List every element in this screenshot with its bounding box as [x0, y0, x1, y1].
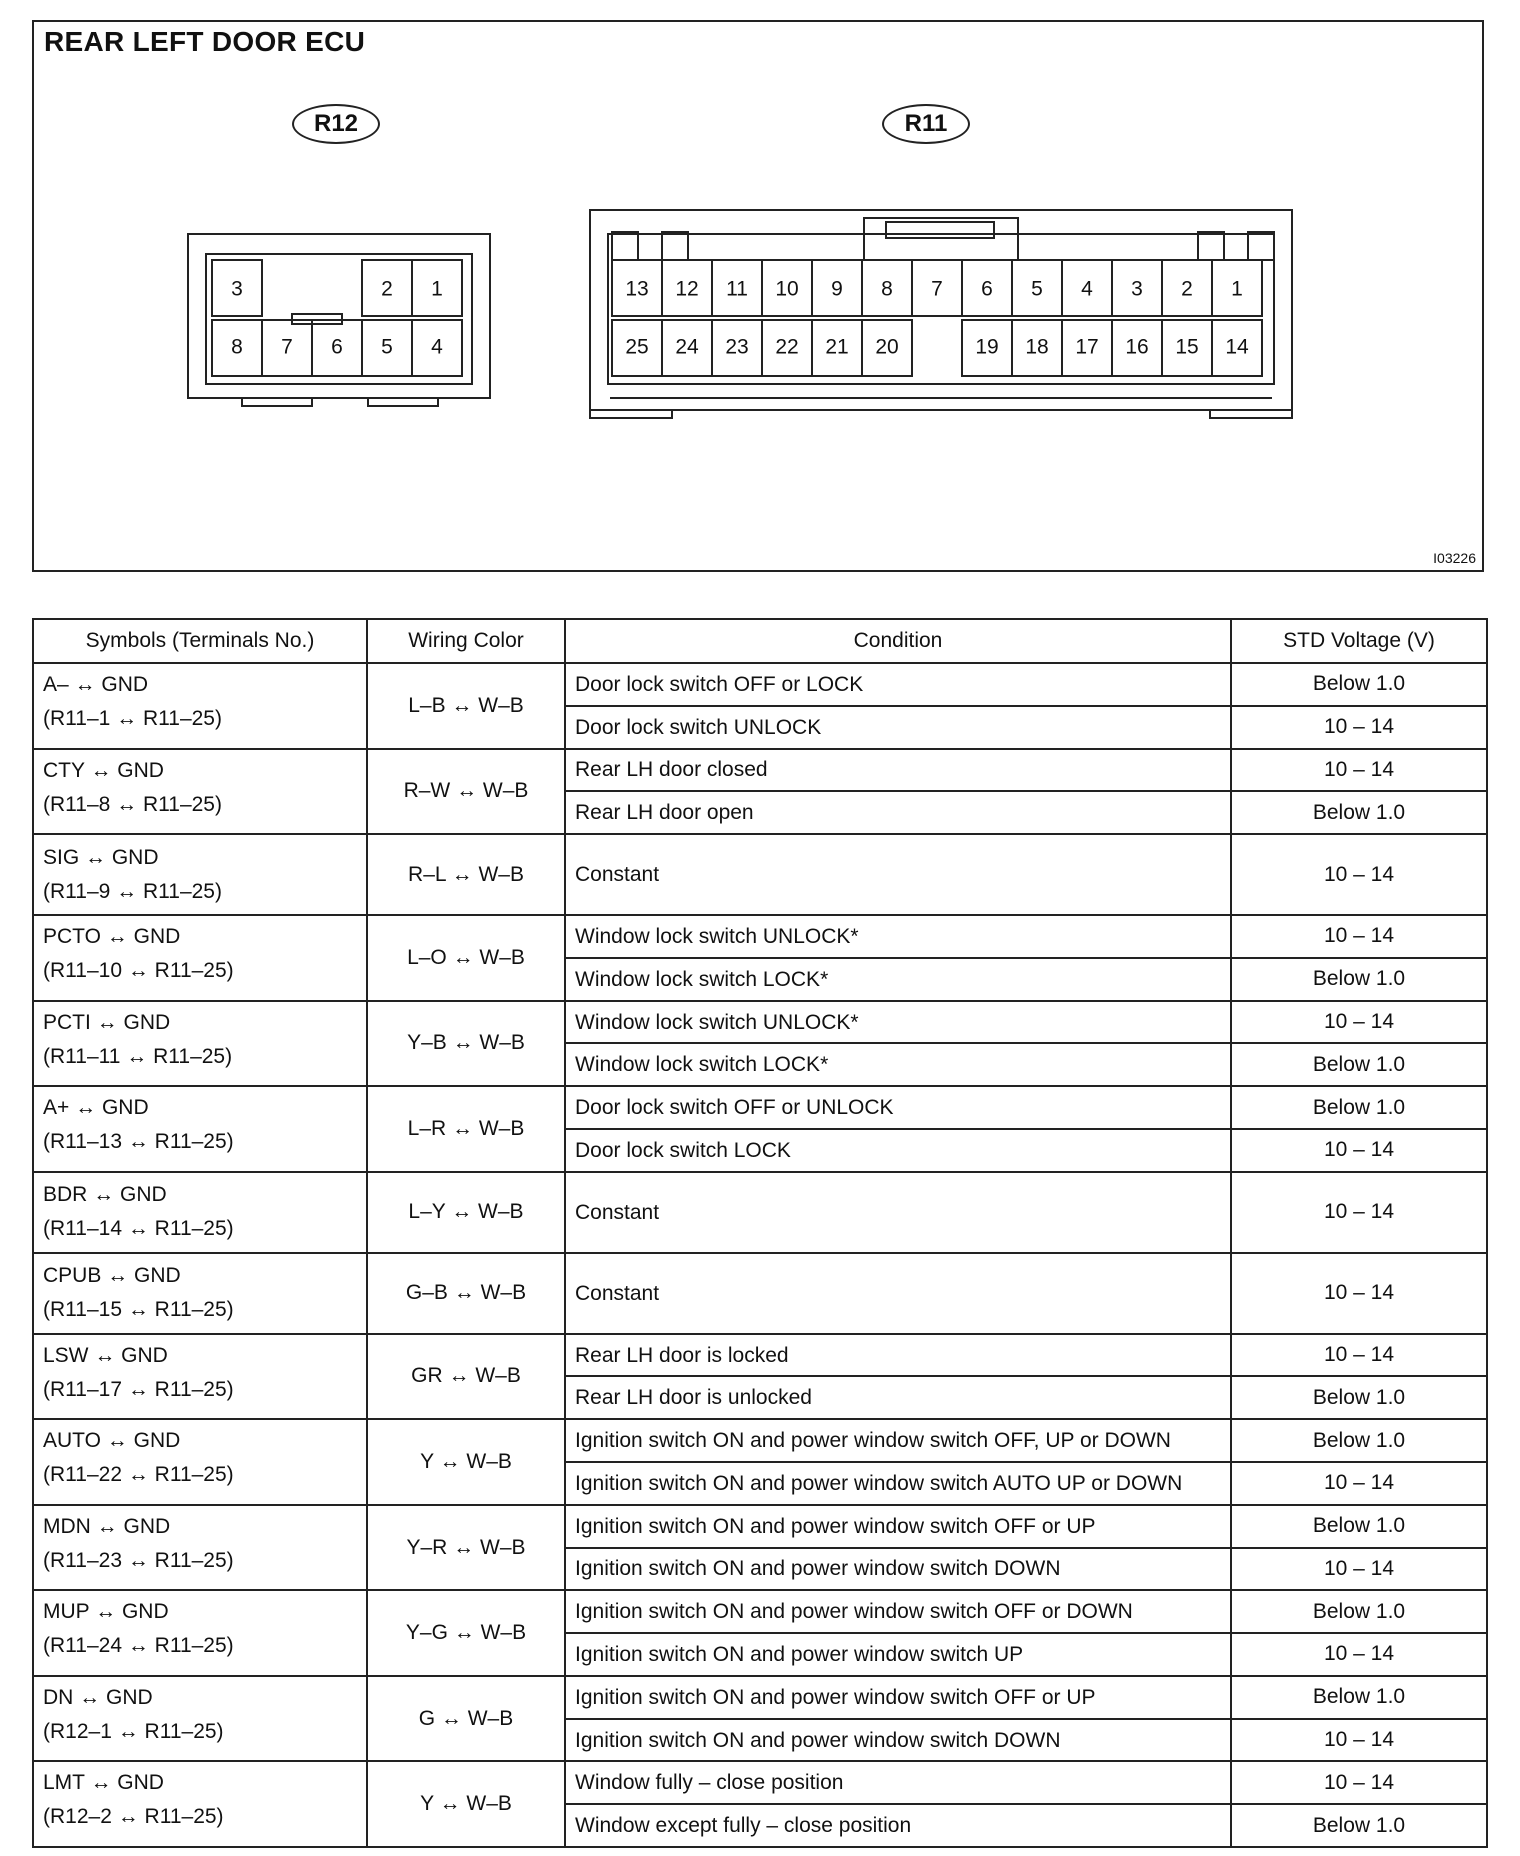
r11-terminal-number: 8 [881, 277, 893, 301]
table-row [33, 1172, 1487, 1253]
symbol-name: LSW ↔ GND [43, 1343, 168, 1367]
std-voltage-cell: 10 – 14 [1231, 1172, 1487, 1253]
r11-terminal-number: 25 [625, 335, 649, 359]
wiring-color-cell: G ↔ W–B [367, 1676, 565, 1762]
condition-cell: Window lock switch UNLOCK* [565, 915, 1231, 958]
r11-terminal-number: 17 [1075, 335, 1099, 359]
condition-cell: Window lock switch LOCK* [565, 958, 1231, 1001]
table-header-row [33, 619, 1487, 663]
condition-cell: Constant [565, 1253, 1231, 1334]
condition-cell: Window lock switch UNLOCK* [565, 1001, 1231, 1044]
symbol-name: BDR ↔ GND [43, 1183, 167, 1207]
r11-terminal-number: 16 [1125, 335, 1149, 359]
condition-cell: Ignition switch ON and power window switch OFF or DOWN [565, 1590, 1231, 1633]
header-wiring-color: Wiring Color [367, 619, 565, 663]
wiring-color-cell: L–R ↔ W–B [367, 1086, 565, 1172]
std-voltage-cell: Below 1.0 [1231, 1043, 1487, 1086]
wiring-color-cell: R–L ↔ W–B [367, 834, 565, 915]
symbol-name: CTY ↔ GND [43, 758, 164, 782]
terminal-numbers: (R12–2 ↔ R11–25) [43, 1805, 224, 1829]
condition-cell: Ignition switch ON and power window switch UP [565, 1633, 1231, 1676]
std-voltage-cell: 10 – 14 [1231, 915, 1487, 958]
condition-cell: Constant [565, 834, 1231, 915]
r11-terminal-number: 3 [1131, 277, 1143, 301]
table-row [33, 749, 1487, 792]
r11-terminal-number: 24 [675, 335, 699, 359]
r11-terminal-number: 6 [981, 277, 993, 301]
symbol-name: CPUB ↔ GND [43, 1264, 181, 1288]
wiring-color-cell: GR ↔ W–B [367, 1334, 565, 1420]
symbol-cell [33, 663, 367, 749]
r11-housing [590, 210, 1292, 410]
connector-diagram [32, 20, 1484, 572]
r12-latch-left [242, 398, 312, 406]
r11-terminal-number: 9 [831, 277, 843, 301]
condition-cell: Door lock switch UNLOCK [565, 706, 1231, 749]
r11-terminal-number: 1 [1231, 277, 1243, 301]
std-voltage-cell: Below 1.0 [1231, 1676, 1487, 1719]
std-voltage-cell: Below 1.0 [1231, 958, 1487, 1001]
r11-post [662, 232, 688, 260]
r12-terminal-number: 7 [281, 335, 293, 359]
terminal-numbers: (R12–1 ↔ R11–25) [43, 1719, 224, 1743]
terminal-numbers: (R11–24 ↔ R11–25) [43, 1634, 234, 1658]
symbol-name: PCTI ↔ GND [43, 1010, 171, 1034]
symbol-cell [33, 749, 367, 835]
terminal-numbers: (R11–10 ↔ R11–25) [43, 959, 234, 983]
r11-terminal-number: 14 [1225, 335, 1249, 359]
std-voltage-cell: Below 1.0 [1231, 1419, 1487, 1462]
symbol-name: A– ↔ GND [43, 673, 149, 696]
wiring-color-cell: G–B ↔ W–B [367, 1253, 565, 1334]
symbol-cell [33, 834, 367, 915]
r11-terminal-number: 11 [726, 277, 748, 301]
std-voltage-cell: Below 1.0 [1231, 1376, 1487, 1419]
table-row [33, 1590, 1487, 1633]
condition-cell: Constant [565, 1172, 1231, 1253]
wiring-color-cell: L–Y ↔ W–B [367, 1172, 565, 1253]
r11-terminal-number: 18 [1025, 335, 1049, 359]
std-voltage-cell: Below 1.0 [1231, 791, 1487, 834]
symbol-name: AUTO ↔ GND [43, 1429, 181, 1453]
wiring-color-cell: Y ↔ W–B [367, 1761, 565, 1847]
std-voltage-cell: 10 – 14 [1231, 1129, 1487, 1172]
table-row [33, 1253, 1487, 1334]
r11-inner-frame [608, 234, 1274, 384]
terminal-numbers: (R11–8 ↔ R11–25) [43, 792, 222, 816]
r11-terminal-number: 5 [1031, 277, 1043, 301]
symbol-name: MUP ↔ GND [43, 1600, 169, 1624]
condition-cell: Ignition switch ON and power window switch OFF or UP [565, 1676, 1231, 1719]
r12-terminal-number: 3 [231, 277, 243, 301]
condition-cell: Ignition switch ON and power window switch DOWN [565, 1548, 1231, 1591]
std-voltage-cell: 10 – 14 [1231, 706, 1487, 749]
connector-label-r12: R12 [292, 104, 380, 144]
r11-terminal-number: 10 [775, 277, 799, 301]
std-voltage-cell: Below 1.0 [1231, 1804, 1487, 1847]
std-voltage-cell: Below 1.0 [1231, 1590, 1487, 1633]
r11-terminal-number: 21 [825, 335, 849, 359]
symbol-name: DN ↔ GND [43, 1685, 153, 1709]
wiring-color-cell: R–W ↔ W–B [367, 749, 565, 835]
header-symbols: Symbols (Terminals No.) [33, 619, 367, 663]
symbol-cell [33, 1676, 367, 1762]
symbol-name: PCTO ↔ GND [43, 925, 181, 949]
condition-cell: Window fully – close position [565, 1761, 1231, 1804]
std-voltage-cell: 10 – 14 [1231, 1462, 1487, 1505]
table-row [33, 834, 1487, 915]
wiring-color-cell: L–B ↔ W–B [367, 663, 565, 749]
figure-id: I03226 [1433, 550, 1476, 566]
r11-terminal-number: 13 [625, 277, 649, 301]
std-voltage-cell: 10 – 14 [1231, 834, 1487, 915]
r11-terminal-number: 19 [975, 335, 999, 359]
condition-cell: Ignition switch ON and power window switch DOWN [565, 1719, 1231, 1762]
condition-cell: Door lock switch LOCK [565, 1129, 1231, 1172]
condition-cell: Door lock switch OFF or UNLOCK [565, 1086, 1231, 1129]
symbol-name: A+ ↔ GND [43, 1096, 149, 1120]
diagram-title: REAR LEFT DOOR ECU [44, 26, 366, 57]
table-row [33, 1086, 1487, 1129]
r11-terminal-number: 12 [675, 277, 699, 301]
symbol-cell [33, 1172, 367, 1253]
table-row [33, 1761, 1487, 1804]
table-row [33, 663, 1487, 706]
condition-cell: Ignition switch ON and power window switch OFF, UP or DOWN [565, 1419, 1231, 1462]
std-voltage-cell: 10 – 14 [1231, 1548, 1487, 1591]
wiring-color-cell: Y–R ↔ W–B [367, 1505, 565, 1591]
r11-top-lock-tab [886, 222, 994, 238]
wiring-color-cell: Y–G ↔ W–B [367, 1590, 565, 1676]
terminal-numbers: (R11–22 ↔ R11–25) [43, 1463, 234, 1487]
terminal-numbers: (R11–11 ↔ R11–25) [43, 1044, 233, 1068]
condition-cell: Ignition switch ON and power window switch AUTO UP or DOWN [565, 1462, 1231, 1505]
std-voltage-cell: 10 – 14 [1231, 1253, 1487, 1334]
r11-post [1248, 232, 1274, 260]
condition-cell: Window except fully – close position [565, 1804, 1231, 1847]
r11-post [1198, 232, 1224, 260]
symbol-cell [33, 1505, 367, 1591]
r11-terminal-number: 4 [1081, 277, 1093, 301]
symbol-cell [33, 915, 367, 1001]
terminal-numbers: (R11–23 ↔ R11–25) [43, 1548, 234, 1572]
header-std-voltage: STD Voltage (V) [1231, 619, 1487, 663]
wiring-color-cell: Y–B ↔ W–B [367, 1001, 565, 1087]
condition-cell: Rear LH door is locked [565, 1334, 1231, 1377]
symbol-name: SIG ↔ GND [43, 845, 159, 869]
table-row [33, 1419, 1487, 1462]
r12-latch-right [368, 398, 438, 406]
std-voltage-cell: 10 – 14 [1231, 1761, 1487, 1804]
symbol-cell [33, 1590, 367, 1676]
terminal-numbers: (R11–1 ↔ R11–25) [43, 707, 222, 730]
std-voltage-cell: 10 – 14 [1231, 1633, 1487, 1676]
terminal-numbers: (R11–13 ↔ R11–25) [43, 1130, 234, 1154]
header-condition: Condition [565, 619, 1231, 663]
r12-terminal-number: 6 [331, 335, 343, 359]
table-body [33, 663, 1487, 1847]
r12-terminal-number: 5 [381, 335, 393, 359]
terminal-numbers: (R11–14 ↔ R11–25) [43, 1217, 234, 1241]
r12-terminal-number: 8 [231, 335, 243, 359]
symbol-name: MDN ↔ GND [43, 1514, 171, 1538]
symbol-name: LMT ↔ GND [43, 1771, 164, 1795]
r11-latch-left [590, 410, 672, 418]
std-voltage-cell: 10 – 14 [1231, 1001, 1487, 1044]
symbol-cell [33, 1253, 367, 1334]
std-voltage-cell: 10 – 14 [1231, 1334, 1487, 1377]
condition-cell: Window lock switch LOCK* [565, 1043, 1231, 1086]
r12-terminal-number: 1 [431, 277, 443, 301]
wiring-color-cell: L–O ↔ W–B [367, 915, 565, 1001]
std-voltage-cell: Below 1.0 [1231, 1505, 1487, 1548]
condition-cell: Rear LH door open [565, 791, 1231, 834]
r11-terminal-number: 22 [775, 335, 799, 359]
symbol-cell [33, 1086, 367, 1172]
r11-terminal-number: 15 [1175, 335, 1199, 359]
symbol-cell [33, 1001, 367, 1087]
table-row [33, 1334, 1487, 1377]
terminal-voltage-table [32, 618, 1488, 1848]
condition-cell: Rear LH door closed [565, 749, 1231, 792]
std-voltage-cell: 10 – 14 [1231, 1719, 1487, 1762]
symbol-cell [33, 1419, 367, 1505]
symbol-cell [33, 1761, 367, 1847]
condition-cell: Door lock switch OFF or LOCK [565, 663, 1231, 706]
r11-latch-right [1210, 410, 1292, 418]
terminal-numbers: (R11–17 ↔ R11–25) [43, 1377, 234, 1401]
table-row [33, 1676, 1487, 1719]
r11-terminal-number: 7 [931, 277, 943, 301]
r11-post [612, 232, 638, 260]
table-row [33, 1001, 1487, 1044]
std-voltage-cell: Below 1.0 [1231, 1086, 1487, 1129]
connector-label-r11: R11 [882, 104, 970, 144]
table-row [33, 1505, 1487, 1548]
connector-drawings [34, 22, 1482, 570]
r12-terminal-number: 2 [381, 277, 393, 301]
terminal-numbers: (R11–15 ↔ R11–25) [43, 1298, 234, 1322]
r11-terminal-number: 2 [1181, 277, 1193, 301]
std-voltage-cell: 10 – 14 [1231, 749, 1487, 792]
table-row [33, 915, 1487, 958]
std-voltage-cell: Below 1.0 [1231, 663, 1487, 706]
r11-terminal-number: 20 [875, 335, 899, 359]
condition-cell: Rear LH door is unlocked [565, 1376, 1231, 1419]
symbol-cell [33, 1334, 367, 1420]
condition-cell: Ignition switch ON and power window switch OFF or UP [565, 1505, 1231, 1548]
wiring-color-cell: Y ↔ W–B [367, 1419, 565, 1505]
terminal-numbers: (R11–9 ↔ R11–25) [43, 879, 222, 903]
r12-terminal-number: 4 [431, 335, 443, 359]
r11-terminal-number: 23 [725, 335, 749, 359]
